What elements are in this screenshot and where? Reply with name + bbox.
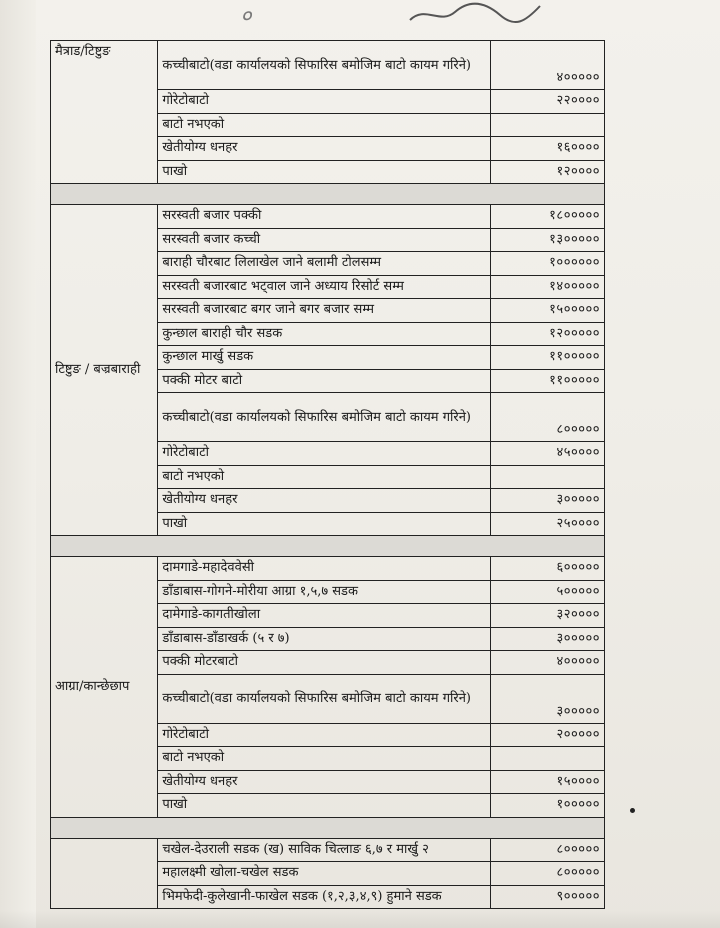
rate-cell: १५००००	[490, 770, 604, 794]
road-description-cell: सरस्वती बजारबाट भट्वाल जाने अध्याय रिसोर्ट सम्म	[158, 275, 490, 299]
road-description-cell: कच्चीबाटो(वडा कार्यालयको सिफारिस बमोजिम बाटो कायम गरिने)	[158, 674, 490, 723]
group-separator-row	[51, 536, 605, 557]
rate-cell	[490, 113, 604, 137]
road-description-cell: महालक्ष्मी खोला-चखेल सडक	[158, 862, 490, 886]
area-name-cell	[51, 838, 158, 909]
rate-cell: ८०००००	[490, 838, 604, 862]
rate-cell: १०००००	[490, 794, 604, 818]
rate-cell: १२०००००	[490, 322, 604, 346]
road-description-cell: दामेगाडे-कागतीखोला	[158, 604, 490, 628]
rate-cell: १४०००००	[490, 275, 604, 299]
area-name-cell: टिष्टुङ / बज्रबाराही	[51, 205, 158, 536]
group-separator-row	[51, 817, 605, 838]
road-description-cell: पाखो	[158, 794, 490, 818]
rate-cell: ४०००००	[490, 651, 604, 675]
rate-cell: २५००००	[490, 512, 604, 536]
road-description-cell: गोरेटोबाटो	[158, 723, 490, 747]
rate-cell: १५०००००	[490, 299, 604, 323]
rate-cell: ४०००००	[490, 41, 604, 90]
rate-cell: ९०००००	[490, 885, 604, 909]
road-description-cell: सरस्वती बजार कच्ची	[158, 228, 490, 252]
road-description-cell: कच्चीबाटो(वडा कार्यालयको सिफारिस बमोजिम बाटो कायम गरिने)	[158, 41, 490, 90]
table-row	[51, 557, 605, 581]
separator-cell	[51, 184, 605, 205]
rate-cell: ८०००००	[490, 862, 604, 886]
rate-cell: १२००००	[490, 160, 604, 184]
area-name-cell: आग्रा/कान्छेछाप	[51, 557, 158, 818]
road-description-cell: खेतीयोग्य धनहर	[158, 770, 490, 794]
rate-cell: २२००००	[490, 90, 604, 114]
separator-cell	[51, 536, 605, 557]
rate-cell: १८०००००	[490, 205, 604, 229]
ink-dot	[630, 808, 635, 813]
rate-cell: १३०००००	[490, 228, 604, 252]
road-description-cell: कच्चीबाटो(वडा कार्यालयको सिफारिस बमोजिम बाटो कायम गरिने)	[158, 393, 490, 442]
table-row	[51, 41, 605, 90]
road-description-cell: बाटो नभएको	[158, 747, 490, 771]
road-description-cell: गोरेटोबाटो	[158, 90, 490, 114]
road-description-cell: बाटो नभएको	[158, 465, 490, 489]
rate-cell: ३०००००	[490, 674, 604, 723]
rate-cell: ४५००००	[490, 442, 604, 466]
road-description-cell: खेतीयोग्य धनहर	[158, 489, 490, 513]
table-row	[51, 205, 605, 229]
rate-cell: ५०००००	[490, 580, 604, 604]
road-description-cell: बाराही चौरबाट लिलाखेल जाने बलामी टोलसम्म	[158, 252, 490, 276]
separator-cell	[51, 817, 605, 838]
road-description-cell: गोरेटोबाटो	[158, 442, 490, 466]
land-rate-table	[50, 40, 605, 909]
rate-cell: ३०००००	[490, 489, 604, 513]
road-description-cell: कुन्छाल मार्खु सडक	[158, 346, 490, 370]
rate-cell: २०००००	[490, 723, 604, 747]
road-description-cell: बाटो नभएको	[158, 113, 490, 137]
road-description-cell: पाखो	[158, 160, 490, 184]
rate-cell: १००००००	[490, 252, 604, 276]
rate-cell: ८०००००	[490, 393, 604, 442]
rate-cell: ६०००००	[490, 557, 604, 581]
handwritten-signature	[405, 0, 545, 30]
road-description-cell: पक्की मोटर बाटो	[158, 369, 490, 393]
road-description-cell: कुन्छाल बाराही चौर सडक	[158, 322, 490, 346]
road-description-cell: दामगाडे-महादेववेसी	[158, 557, 490, 581]
road-description-cell: डाँडाबास-गोगने-मोरीया आग्रा १,५,७ सडक	[158, 580, 490, 604]
group-separator-row	[51, 184, 605, 205]
area-name-cell: मैत्राड/टिष्टुङ	[51, 41, 158, 184]
rate-cell: ३२००००	[490, 604, 604, 628]
table-row	[51, 838, 605, 862]
road-description-cell: सरस्वती बजार पक्की	[158, 205, 490, 229]
road-description-cell: पक्की मोटरबाटो	[158, 651, 490, 675]
road-description-cell: सरस्वती बजारबाट बगर जाने बगर बजार सम्म	[158, 299, 490, 323]
road-description-cell: चखेल-देउराली सडक (ख) साविक चित्लाङ ६,७ र मार्खु २	[158, 838, 490, 862]
rate-cell: ११०००००	[490, 346, 604, 370]
road-description-cell: डाँडाबास-डाँडाखर्क (५ र ७)	[158, 627, 490, 651]
road-description-cell: खेतीयोग्य धनहर	[158, 137, 490, 161]
rate-cell: १६००००	[490, 137, 604, 161]
rate-cell: ३०००००	[490, 627, 604, 651]
page-shadow	[0, 910, 720, 928]
rate-cell	[490, 747, 604, 771]
header-stamp: ०	[239, 3, 253, 30]
rate-cell	[490, 465, 604, 489]
road-description-cell: भिमफेदी-कुलेखानी-फाखेल सडक (१,२,३,४,९) हुमाने सडक	[158, 885, 490, 909]
road-description-cell: पाखो	[158, 512, 490, 536]
rate-cell: ११०००००	[490, 369, 604, 393]
